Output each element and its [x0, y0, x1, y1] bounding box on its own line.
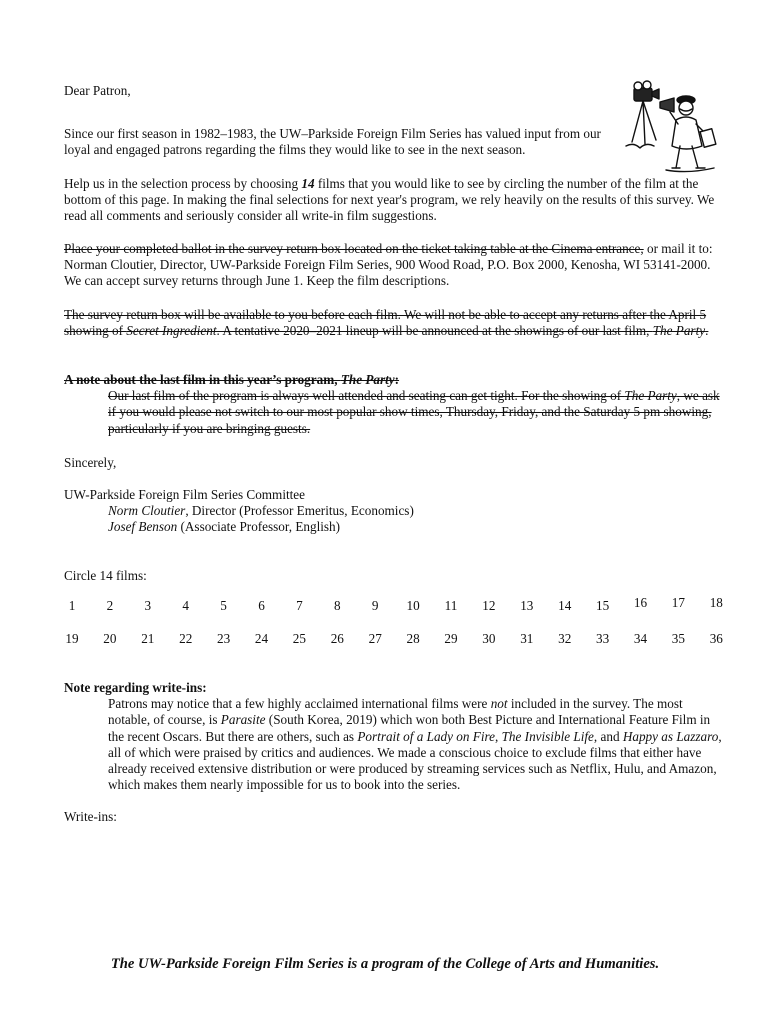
- film-number-27[interactable]: 27: [368, 631, 382, 646]
- film-number-9[interactable]: 9: [371, 598, 379, 613]
- film-number-32[interactable]: 32: [558, 631, 572, 646]
- committee-name: UW-Parkside Foreign Film Series Committee: [64, 487, 306, 502]
- film-count: 14: [301, 176, 315, 191]
- film-number-21[interactable]: 21: [141, 631, 155, 646]
- film-number-6[interactable]: 6: [258, 598, 265, 613]
- film-number-36[interactable]: 36: [709, 631, 723, 646]
- signatory-2: Josef Benson (Associate Professor, English): [108, 519, 341, 535]
- film-number-1[interactable]: 1: [68, 598, 76, 613]
- return-box-note: The survey return box will be available to you before each film. We will not be able to accept any returns after the April 5 showing of Secret Ingredient. A tentative 2020–2021 lineup will be announced at the showings of our last film, The Party.: [64, 307, 709, 339]
- film-number-19[interactable]: 19: [65, 631, 79, 646]
- last-film-body: Our last film of the program is always well attended and seating can get tight. For the showing of The Party, we ask if you would please not switch to our most popular show times, Thursday, Friday, and the Saturday 5 pm showing, particularly if you are bringing guests.: [108, 388, 720, 436]
- film-number-5[interactable]: 5: [220, 598, 227, 613]
- film-number-15[interactable]: 15: [596, 598, 610, 613]
- closing: Sincerely,: [64, 455, 117, 470]
- film-number-31[interactable]: 31: [520, 631, 534, 646]
- film-number-7[interactable]: 7: [296, 598, 303, 613]
- writein-note: [64, 680, 726, 793]
- signatory-1: Norm Cloutier, Director (Professor Emeritus, Economics): [108, 503, 414, 519]
- film-number-4[interactable]: 4: [182, 598, 189, 613]
- film-number-25[interactable]: 25: [292, 631, 306, 646]
- film-number-34[interactable]: 34: [633, 631, 648, 646]
- selection-instructions: Help us in the selection process by choosing 14 films that you would like to see by circling the number of the film at the bottom of this page. In making the final selections for next year's program, we rely heavily on the results of this survey. We read all comments and seriously consider all write-in film suggestions.: [64, 176, 715, 224]
- film-number-30[interactable]: 30: [482, 631, 496, 646]
- film-number-23[interactable]: 23: [217, 631, 231, 646]
- intro-paragraph: Since our first season in 1982–1983, the UW–Parkside Foreign Film Series has valued input from our loyal and engaged patrons regarding the films they would like to see in the next season.: [64, 126, 601, 158]
- film-number-row-1: [0, 595, 770, 616]
- film-number-14[interactable]: 14: [558, 598, 572, 613]
- film-number-10[interactable]: 10: [406, 598, 420, 613]
- film-number-row-2: [0, 631, 770, 649]
- film-number-20[interactable]: 20: [103, 631, 117, 646]
- signature-block: [64, 487, 726, 536]
- greeting: Dear Patron,: [64, 83, 131, 98]
- film-number-26[interactable]: 26: [330, 631, 344, 646]
- film-number-11[interactable]: 11: [444, 598, 458, 613]
- writeins-label: Write-ins:: [64, 809, 117, 824]
- film-number-24[interactable]: 24: [254, 631, 269, 646]
- return-instructions: Place your completed ballot in the survey return box located on the ticket taking table at the Cinema entrance, or mail it to: Norman Cloutier, Director, UW-Parkside Foreign Film Series, 900 Wood Road, P.O. Box 2000, Kenosha, WI 53141-2000. We can accept survey returns through June 1. Keep the film descriptions.: [64, 241, 713, 289]
- film-number-17[interactable]: 17: [671, 595, 685, 610]
- film-number-29[interactable]: 29: [444, 631, 458, 646]
- last-film-note: [64, 372, 726, 437]
- film-number-28[interactable]: 28: [406, 631, 420, 646]
- film-number-12[interactable]: 12: [482, 598, 496, 613]
- film-number-13[interactable]: 13: [520, 598, 534, 613]
- struck-return-box-text: Place your completed ballot in the survey return box located on the ticket taking table at the Cinema entrance,: [64, 241, 644, 256]
- film-number-3[interactable]: 3: [144, 598, 152, 613]
- writein-heading: Note regarding write-ins:: [64, 680, 207, 695]
- film-number-16[interactable]: 16: [633, 595, 648, 610]
- film-number-35[interactable]: 35: [671, 631, 685, 646]
- footer-note: The UW-Parkside Foreign Film Series is a program of the College of Arts and Humanities.: [110, 956, 660, 972]
- film-number-33[interactable]: 33: [596, 631, 610, 646]
- circle-label: Circle 14 films:: [64, 568, 147, 583]
- film-number-22[interactable]: 22: [179, 631, 193, 646]
- film-number-18[interactable]: 18: [709, 595, 723, 610]
- film-number-2[interactable]: 2: [106, 598, 114, 613]
- last-film-heading: A note about the last film in this year’s program, The Party:: [64, 372, 400, 387]
- film-number-8[interactable]: 8: [334, 598, 341, 613]
- writein-body: Patrons may notice that a few highly acclaimed international films were not included in the survey. The most notable, of course, is Parasite (South Korea, 2019) which won both Best Picture and International Feature Film in the recent Oscars. But there are others, such as Portrait of a Lady on Fire, The Invisible Life, and Happy as Lazzaro, all of which were praised by critics and audiences. We made a conscious choice to exclude films that either have already received extensive distribution or were produced by streaming services such as Netflix, Hulu, and Amazon, which makes them nearly impossible for us to book into the series.: [108, 696, 722, 793]
